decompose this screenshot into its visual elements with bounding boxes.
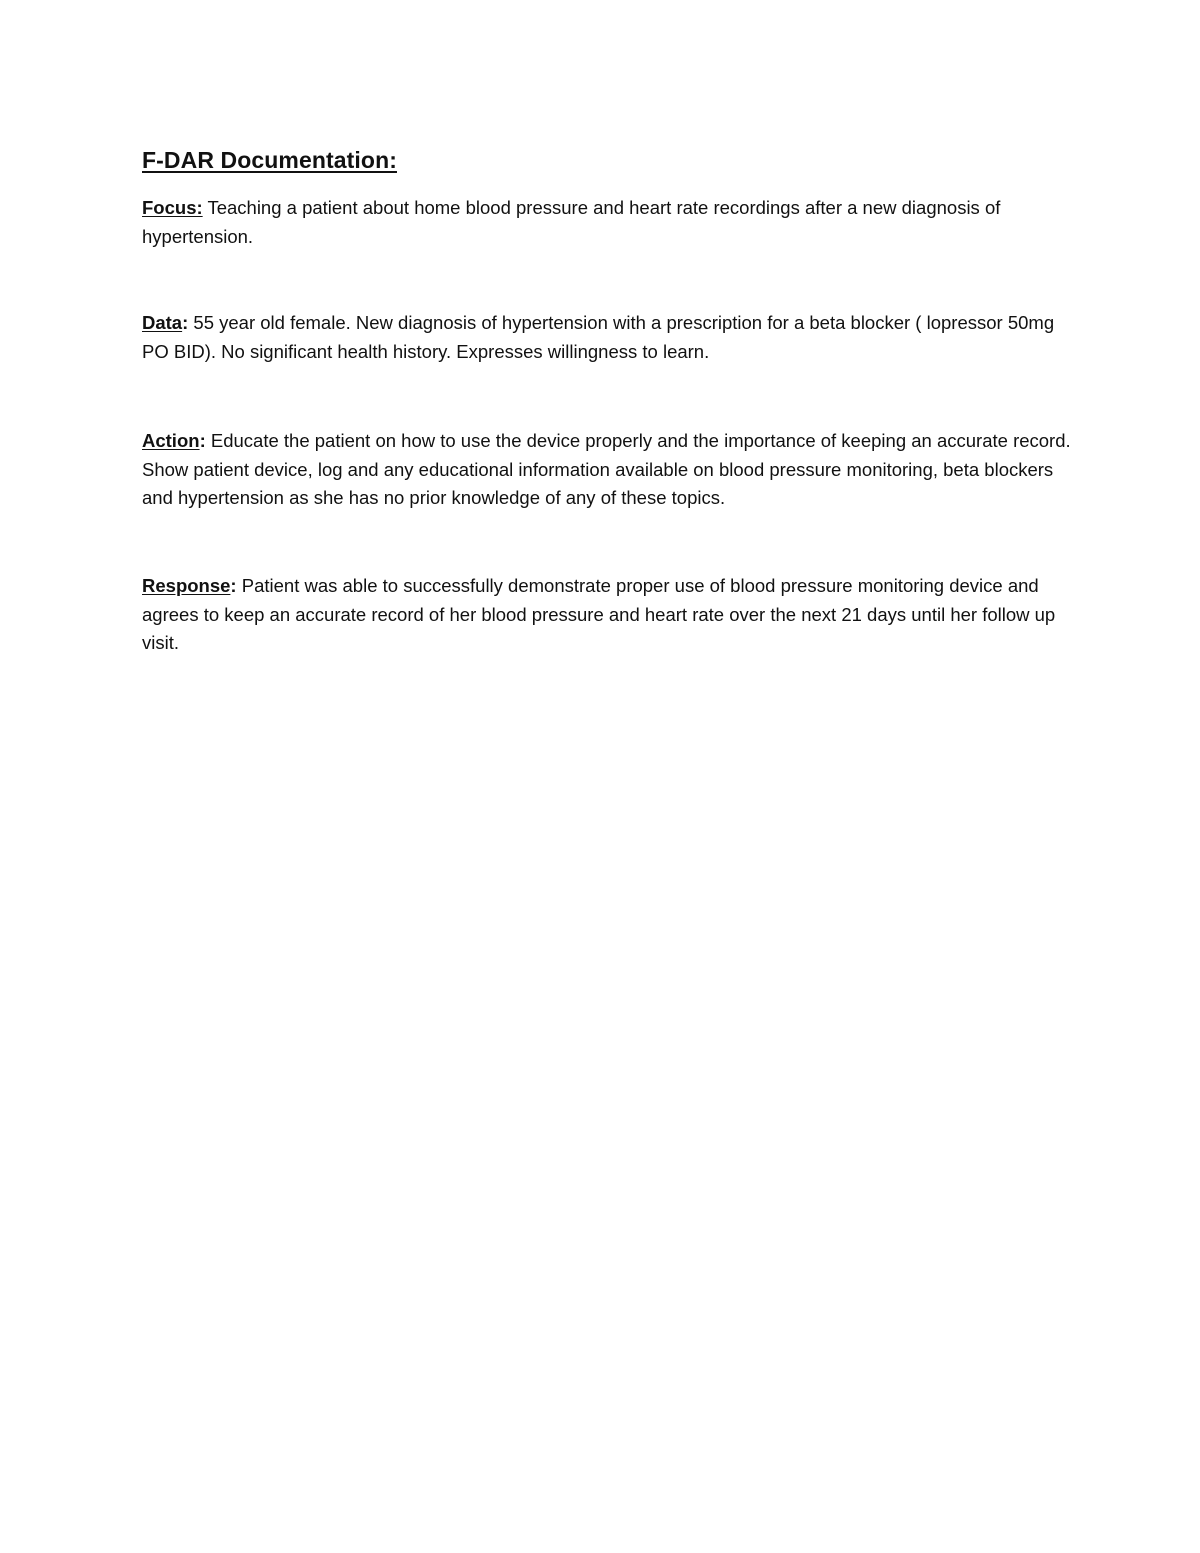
response-section (142, 572, 1072, 658)
focus-section (142, 194, 1072, 251)
data-separator: : (182, 312, 189, 333)
response-text: Patient was able to successfully demonstrate proper use of blood pressure monitoring device and agrees to keep an accurate record of her blood pressure and heart rate over the next 21 days until her follow up visit. (142, 575, 1056, 653)
action-label: Action (142, 430, 200, 451)
action-section (142, 427, 1072, 513)
focus-label: Focus: (142, 197, 203, 218)
response-label: Response (142, 575, 231, 596)
data-section (142, 309, 1072, 366)
response-separator: : (230, 575, 237, 596)
action-text: Educate the patient on how to use the device properly and the importance of keeping an accurate record. Show patient device, log and any educational information available on blood pressure monitoring, beta blockers and hypertension as she has no prior knowledge of any of these topics. (142, 430, 1071, 508)
document-title: F-DAR Documentation: (142, 147, 397, 173)
data-label: Data (142, 312, 183, 333)
action-separator: : (199, 430, 206, 451)
data-text: 55 year old female. New diagnosis of hypertension with a prescription for a beta blocker ( lopressor 50mg PO BID). No significant health history. Expresses willingness to learn. (142, 312, 1055, 362)
focus-text: Teaching a patient about home blood pressure and heart rate recordings after a new diagnosis of hypertension. (142, 197, 1001, 247)
